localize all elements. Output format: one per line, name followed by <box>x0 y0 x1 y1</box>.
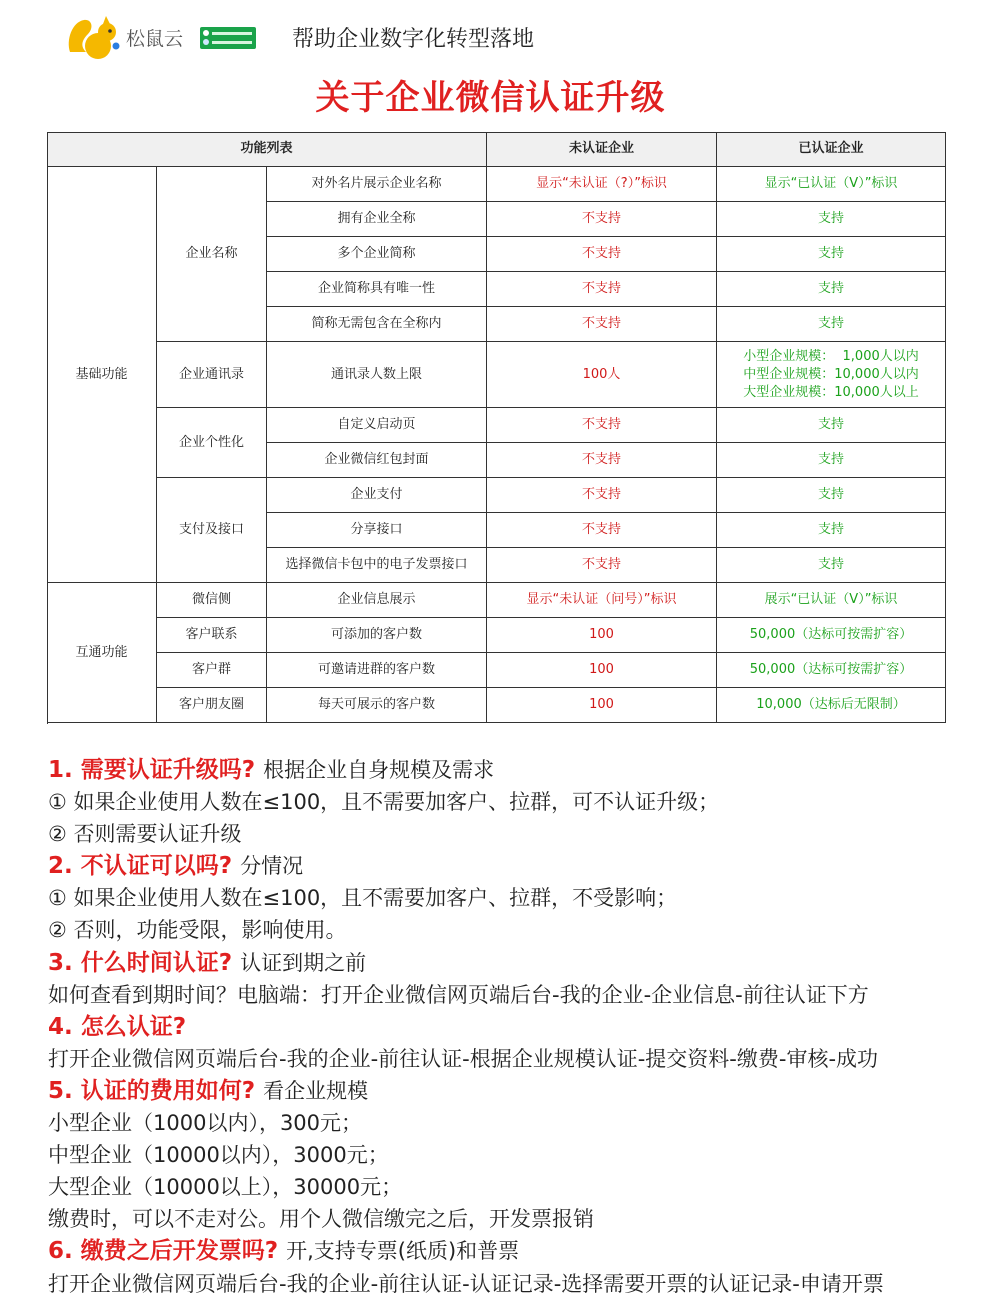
page-title: 关于企业微信认证升级 <box>315 78 666 118</box>
verified-cell: 支持 <box>717 237 946 272</box>
feature-cell: 多个企业简称 <box>267 237 487 272</box>
faq-answer: 根据企业自身规模及需求 <box>263 758 495 782</box>
unverified-cell: 100 <box>487 688 717 723</box>
category-cell: 客户群 <box>157 653 267 688</box>
faq-question-line <box>48 754 968 786</box>
unverified-cell: 不支持 <box>487 202 717 237</box>
verified-cell: 支持 <box>717 408 946 443</box>
feature-cell: 自定义启动页 <box>267 408 487 443</box>
feature-cell: 每天可展示的客户数 <box>267 688 487 723</box>
faq-question: 3. 什么时间认证? <box>48 949 233 976</box>
unverified-cell: 100人 <box>487 342 717 408</box>
faq-section <box>48 754 968 1300</box>
verified-cell: 支持 <box>717 202 946 237</box>
feature-cell: 企业简称具有唯一性 <box>267 272 487 307</box>
feature-cell: 企业支付 <box>267 478 487 513</box>
faq-question: 2. 不认证可以吗? <box>48 853 233 880</box>
group-cell: 基础功能 <box>47 167 157 583</box>
verified-cell <box>717 342 946 408</box>
brand-name: 松鼠云 <box>126 28 184 50</box>
unverified-cell: 显示“未认证（问号）”标识 <box>487 583 717 618</box>
verified-cell: 支持 <box>717 478 946 513</box>
header-verified: 已认证企业 <box>717 132 946 167</box>
category-cell: 客户联系 <box>157 618 267 653</box>
faq-question-line <box>48 850 968 882</box>
feature-cell: 拥有企业全称 <box>267 202 487 237</box>
category-cell: 企业名称 <box>157 167 267 342</box>
feature-cell: 分享接口 <box>267 513 487 548</box>
faq-question-line <box>48 1011 968 1043</box>
verified-cell: 支持 <box>717 443 946 478</box>
unverified-cell: 不支持 <box>487 513 717 548</box>
header-feature-list: 功能列表 <box>47 132 487 167</box>
verified-line: 小型企业规模： 1,000人以内 <box>743 348 919 364</box>
faq-answer: 认证到期之前 <box>240 950 367 975</box>
unverified-cell: 显示“未认证（?）”标识 <box>487 167 717 202</box>
faq-answer: 开,支持专票(纸质)和普票 <box>286 1239 520 1264</box>
unverified-cell: 不支持 <box>487 307 717 342</box>
feature-cell: 可添加的客户数 <box>267 618 487 653</box>
unverified-cell: 不支持 <box>487 272 717 307</box>
verified-cell: 10,000（达标后无限制） <box>717 688 946 723</box>
verified-cell: 支持 <box>717 513 946 548</box>
feature-cell: 选择微信卡包中的电子发票接口 <box>267 548 487 583</box>
category-cell: 微信侧 <box>157 583 267 618</box>
faq-text-line: 如何查看到期时间？电脑端：打开企业微信网页端后台-我的企业-企业信息-前往认证下方 <box>48 982 869 1007</box>
faq-question: 6. 缴费之后开发票吗? <box>48 1238 279 1265</box>
verified-cell: 50,000（达标可按需扩容） <box>717 618 946 653</box>
faq-question-line <box>48 947 968 979</box>
feature-cell: 企业信息展示 <box>267 583 487 618</box>
faq-question: 4. 怎么认证? <box>48 1013 187 1040</box>
unverified-cell: 100 <box>487 618 717 653</box>
category-cell: 企业个性化 <box>157 408 267 478</box>
unverified-cell: 不支持 <box>487 548 717 583</box>
slogan: 帮助企业数字化转型落地 <box>292 27 535 52</box>
faq-question: 1. 需要认证升级吗? <box>48 757 256 783</box>
comparison-table <box>47 132 946 724</box>
page-header <box>0 0 981 66</box>
faq-text-line: 缴费时，可以不走对公。用个人微信缴完之后，开发票报销 <box>48 1207 594 1232</box>
faq-text-line: ② 否则需要认证升级 <box>48 822 242 847</box>
feature-cell: 简称无需包含在全称内 <box>267 307 487 342</box>
unverified-cell: 不支持 <box>487 478 717 513</box>
category-cell: 支付及接口 <box>157 478 267 583</box>
verified-cell: 展示“已认证（V）”标识 <box>717 583 946 618</box>
category-cell: 客户朋友圈 <box>157 688 267 723</box>
group-cell: 互通功能 <box>47 583 157 723</box>
wecom-partner-badge-icon <box>200 27 256 49</box>
faq-text-line: 打开企业微信网页端后台-我的企业-前往认证-认证记录-选择需要开票的认证记录-申请开票 <box>48 1271 884 1296</box>
unverified-cell: 不支持 <box>487 237 717 272</box>
faq-question: 5. 认证的费用如何? <box>48 1077 256 1104</box>
faq-answer: 看企业规模 <box>263 1078 369 1103</box>
verified-cell: 50,000（达标可按需扩容） <box>717 653 946 688</box>
faq-text-line: 大型企业（10000以上），30000元； <box>48 1175 403 1200</box>
category-cell: 企业通讯录 <box>157 342 267 408</box>
feature-cell: 通讯录人数上限 <box>267 342 487 408</box>
unverified-cell: 不支持 <box>487 408 717 443</box>
unverified-cell: 100 <box>487 653 717 688</box>
unverified-cell: 不支持 <box>487 443 717 478</box>
verified-line: 大型企业规模：10,000人以上 <box>743 384 919 400</box>
feature-cell: 对外名片展示企业名称 <box>267 167 487 202</box>
verified-cell: 支持 <box>717 548 946 583</box>
faq-question-line <box>48 1075 968 1107</box>
faq-answer: 分情况 <box>240 854 304 879</box>
faq-question-line <box>48 1235 968 1267</box>
faq-text-line: 打开企业微信网页端后台-我的企业-前往认证-根据企业规模认证-提交资料-缴费-审核-成功 <box>48 1046 879 1071</box>
verified-cell: 支持 <box>717 272 946 307</box>
verified-line: 中型企业规模：10,000人以内 <box>743 366 919 382</box>
header-unverified: 未认证企业 <box>487 132 717 167</box>
verified-cell: 支持 <box>717 307 946 342</box>
feature-cell: 可邀请进群的客户数 <box>267 653 487 688</box>
faq-text-line: ② 否则，功能受限，影响使用。 <box>48 918 347 943</box>
faq-text-line: 中型企业（10000以内），3000元； <box>48 1143 389 1168</box>
verified-cell: 显示“已认证（V）”标识 <box>717 167 946 202</box>
squirrel-logo-icon <box>66 12 122 62</box>
feature-cell: 企业微信红包封面 <box>267 443 487 478</box>
faq-text-line: 小型企业（1000以内），300元； <box>48 1111 363 1136</box>
faq-text-line: ① 如果企业使用人数在≤100，且不需要加客户、拉群，不受影响； <box>48 886 678 911</box>
faq-text-line: ① 如果企业使用人数在≤100，且不需要加客户、拉群，可不认证升级； <box>48 790 720 815</box>
